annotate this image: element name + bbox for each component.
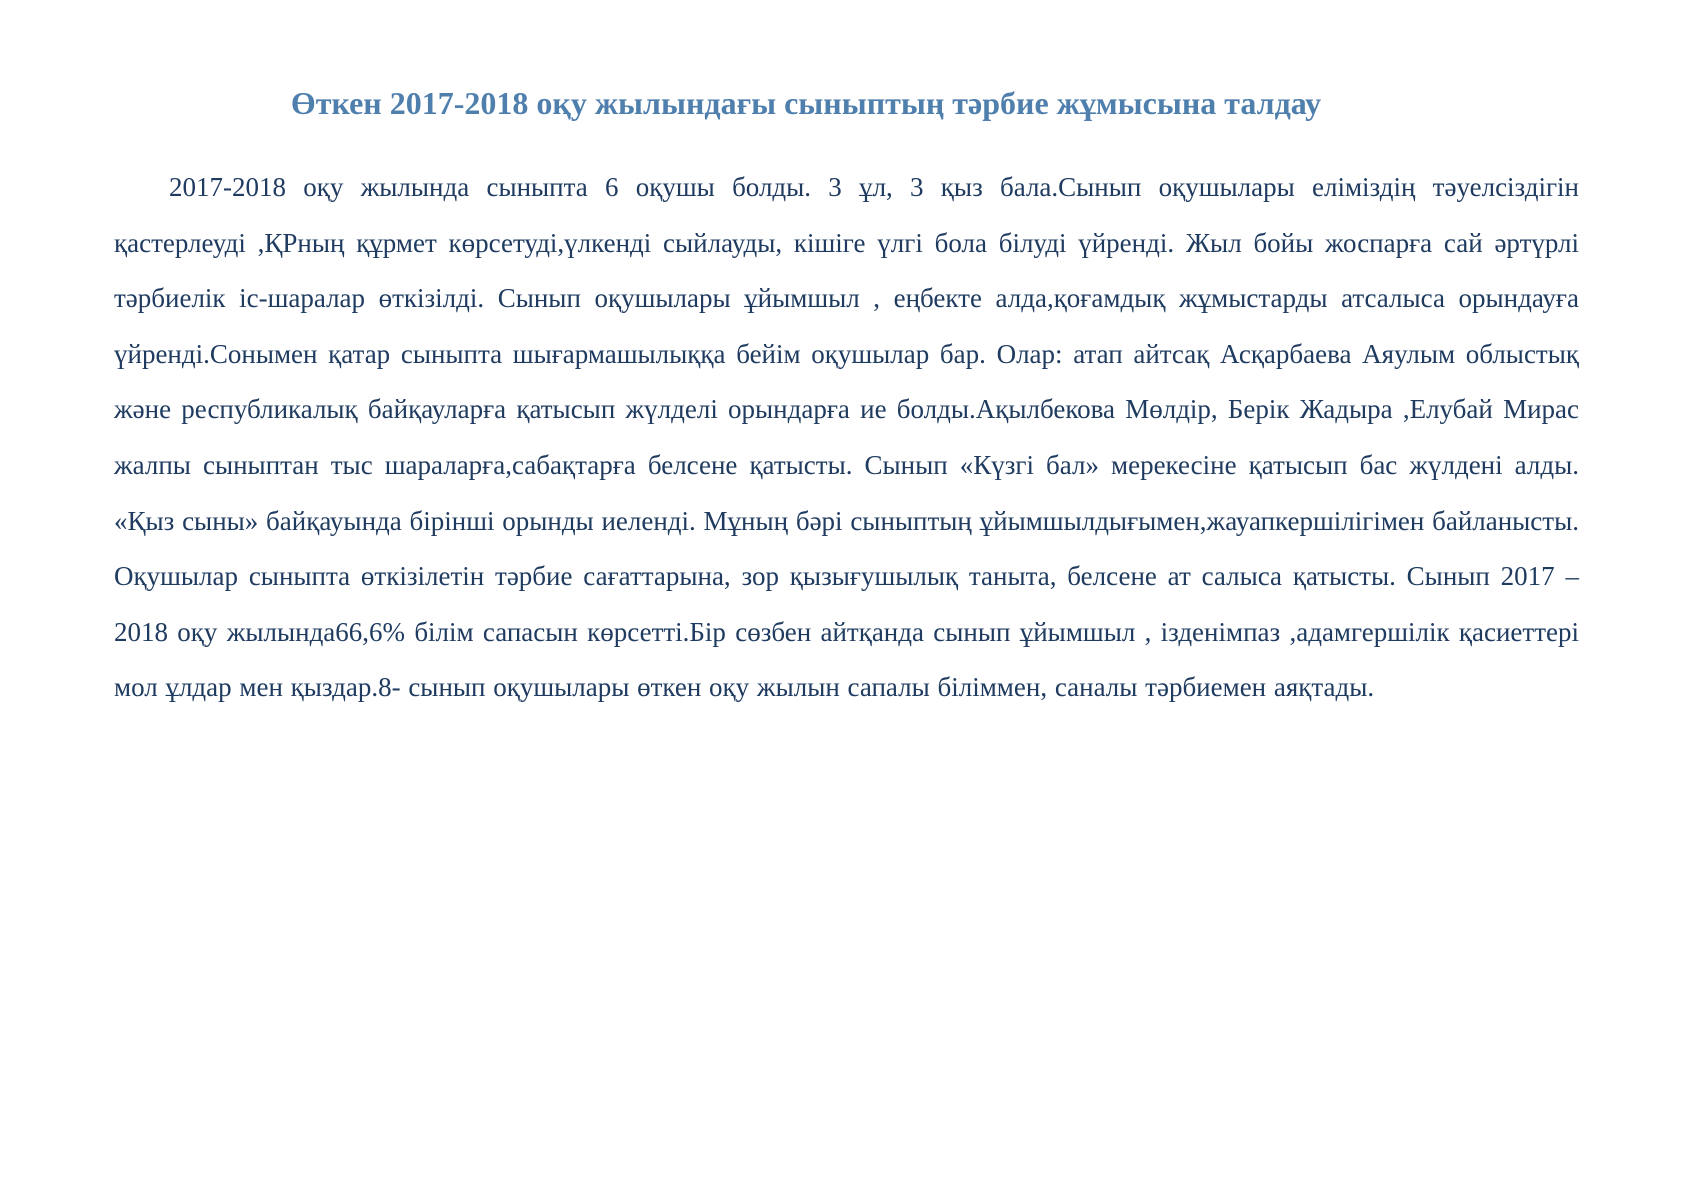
document-title: Өткен 2017-2018 оқу жылындағы сыныптың тәрбие жұмысына талдау	[290, 85, 1322, 121]
body-paragraph: 2017-2018 оқу жылында сыныпта 6 оқушы болды. 3 ұл, 3 қыз бала.Сынып оқушылары еліміздің тәуелсіздігін қастерлеуді ,ҚРның құрмет көрсетуді,үлкенді сыйлауды, кішіге үлгі бола білуді үйренді. Жыл бойы жоспарға сай әртүрлі тәрбиелік іс-шаралар өткізілді. Сынып оқушылары ұйымшыл , еңбекте алда,қоғамдық жұмыстарды атсалыса орындауға үйренді.Сонымен қатар сыныпта шығармашылыққа бейім оқушылар бар. Олар: атап айтсақ Асқарбаева Аяулым облыстық және республикалық байқауларға қатысып жүлделі орындарға ие болды.Ақылбекова Мөлдір, Берік Жадыра ,Елубай Мирас жалпы сыныптан тыс шараларға,сабақтарға белсене қатысты. Сынып «Күзгі бал» мерекесіне қатысып бас жүлдені алды. «Қыз сыны» байқауында бірінші орынды иеленді. Мұның бәрі сыныптың ұйымшылдығымен,жауапкершілігімен байланысты. Оқушылар сыныпта өткізілетін тәрбие сағаттарына, зор қызығушылық таныта, белсене ат салыса қатысты. Сынып 2017 – 2018 оқу жылында66,6% білім сапасын көрсетті.Бір сөзбен айтқанда сынып ұйымшыл , ізденімпаз ,адамгершілік қасиеттері мол ұлдар мен қыздар.8- сынып оқушылары өткен оқу жылын сапалы біліммен, саналы тәрбиемен аяқтады.	[114, 172, 1579, 703]
